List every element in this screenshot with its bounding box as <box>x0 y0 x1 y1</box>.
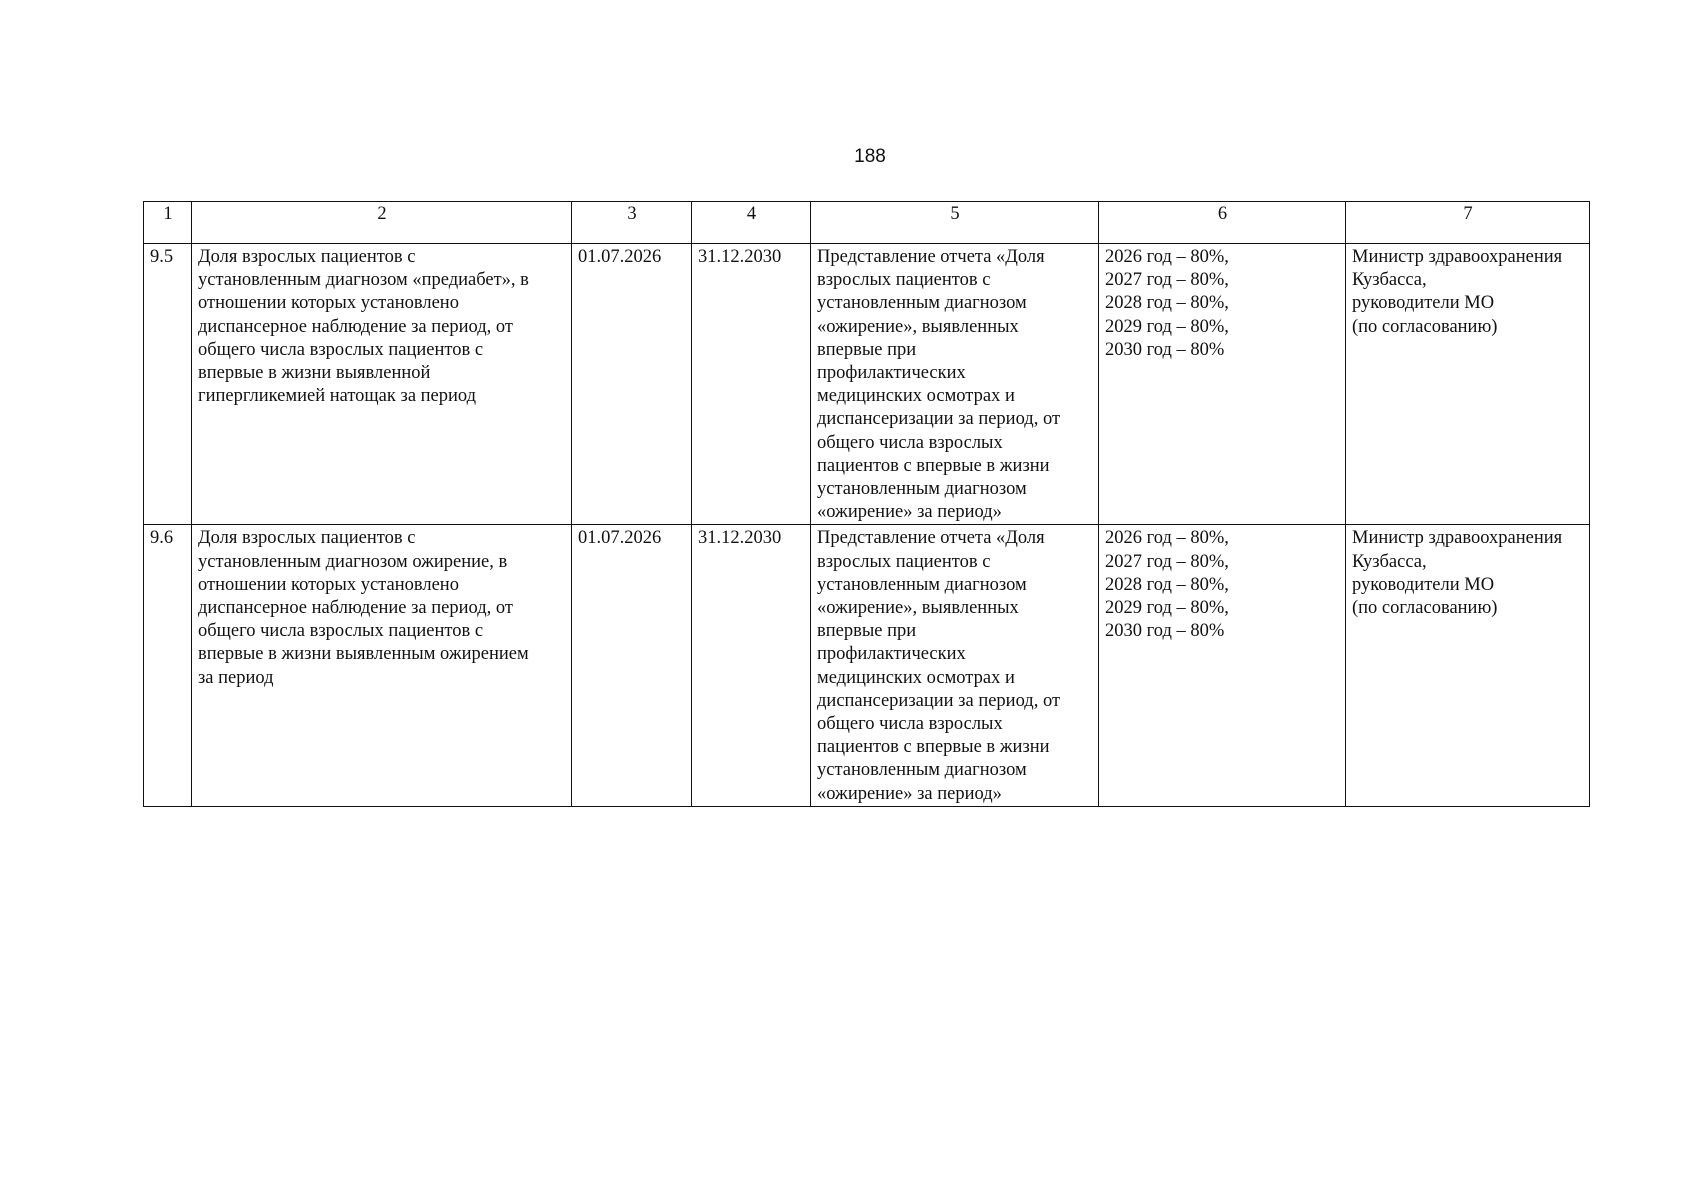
description-line: гипергликемией натощак за период <box>198 386 477 407</box>
table-row <box>144 244 1590 525</box>
result-line: «ожирение», выявленных <box>817 598 1019 619</box>
result-line: установленным диагнозом <box>817 760 1027 781</box>
description-line: впервые в жизни выявленной <box>198 363 431 384</box>
responsible-line: руководители МО <box>1352 293 1495 314</box>
description-line: за период <box>198 667 274 688</box>
result-line: «ожирение», выявленных <box>817 316 1019 337</box>
responsible-line: руководители МО <box>1352 574 1495 595</box>
responsible-line: Кузбасса, <box>1352 270 1427 291</box>
description-line: впервые в жизни выявленным ожирением <box>198 644 529 665</box>
result-line: установленным диагнозом <box>817 293 1027 314</box>
responsible-cell <box>1346 525 1590 806</box>
description-cell <box>192 244 572 525</box>
result-line: профилактических <box>817 363 966 384</box>
target-line: 2028 год – 80%, <box>1105 574 1229 595</box>
start-date-cell: 01.07.2026 <box>572 244 692 525</box>
description-line: Доля взрослых пациентов с <box>198 247 416 267</box>
responsible-line: Министр здравоохранения <box>1352 247 1563 267</box>
result-line: установленным диагнозом <box>817 574 1027 595</box>
target-line: 2027 год – 80%, <box>1105 270 1229 291</box>
column-number-cell: 2 <box>192 202 572 244</box>
activities-table <box>143 201 1590 807</box>
description-line: диспансерное наблюдение за период, от <box>198 598 513 619</box>
description-line: общего числа взрослых пациентов с <box>198 621 484 642</box>
target-line: 2029 год – 80%, <box>1105 316 1229 337</box>
result-line: медицинских осмотрах и <box>817 386 1015 407</box>
result-line: впервые при <box>817 621 917 642</box>
result-line: диспансеризации за период, от <box>817 409 1061 430</box>
result-line: впервые при <box>817 339 917 360</box>
column-number-cell: 3 <box>572 202 692 244</box>
table-row <box>144 525 1590 806</box>
item-number-cell: 9.6 <box>144 525 192 806</box>
result-line: установленным диагнозом <box>817 479 1027 500</box>
responsible-line: (по согласованию) <box>1352 316 1498 337</box>
result-line: общего числа взрослых <box>817 714 1003 735</box>
target-line: 2030 год – 80% <box>1105 621 1225 642</box>
item-number-cell: 9.5 <box>144 244 192 525</box>
column-number-cell: 1 <box>144 202 192 244</box>
result-line: медицинских осмотрах и <box>817 667 1015 688</box>
responsible-line: (по согласованию) <box>1352 598 1498 619</box>
result-cell <box>811 525 1099 806</box>
target-line: 2028 год – 80%, <box>1105 293 1229 314</box>
page-number: 188 <box>854 146 886 167</box>
result-line: взрослых пациентов с <box>817 270 991 291</box>
end-date-cell: 31.12.2030 <box>692 244 811 525</box>
column-number-cell: 5 <box>811 202 1099 244</box>
end-date-cell: 31.12.2030 <box>692 525 811 806</box>
target-line: 2030 год – 80% <box>1105 339 1225 360</box>
result-line: «ожирение» за период» <box>817 783 1002 804</box>
description-cell <box>192 525 572 806</box>
description-line: отношении которых установлено <box>198 574 459 595</box>
result-line: пациентов с впервые в жизни <box>817 737 1050 758</box>
start-date-cell: 01.07.2026 <box>572 525 692 806</box>
description-line: общего числа взрослых пациентов с <box>198 339 484 360</box>
result-line: Представление отчета «Доля <box>817 247 1045 267</box>
result-line: диспансеризации за период, от <box>817 690 1061 711</box>
column-number-cell: 7 <box>1346 202 1590 244</box>
column-number-cell: 6 <box>1099 202 1346 244</box>
responsible-cell <box>1346 244 1590 525</box>
result-line: взрослых пациентов с <box>817 551 991 572</box>
result-line: профилактических <box>817 644 966 665</box>
responsible-line: Министр здравоохранения <box>1352 528 1563 549</box>
description-line: диспансерное наблюдение за период, от <box>198 316 513 337</box>
result-line: общего числа взрослых <box>817 432 1003 453</box>
column-number-row <box>144 202 1590 244</box>
result-line: пациентов с впервые в жизни <box>817 455 1050 476</box>
column-number-cell: 4 <box>692 202 811 244</box>
targets-cell <box>1099 525 1346 806</box>
result-line: «ожирение» за период» <box>817 502 1002 523</box>
target-line: 2026 год – 80%, <box>1105 528 1229 549</box>
description-line: Доля взрослых пациентов с <box>198 528 416 549</box>
target-line: 2029 год – 80%, <box>1105 598 1229 619</box>
description-line: установленным диагнозом «предиабет», в <box>198 270 529 291</box>
target-line: 2026 год – 80%, <box>1105 247 1229 267</box>
targets-cell <box>1099 244 1346 525</box>
target-line: 2027 год – 80%, <box>1105 551 1229 572</box>
result-line: Представление отчета «Доля <box>817 528 1045 549</box>
description-line: установленным диагнозом ожирение, в <box>198 551 508 572</box>
result-cell <box>811 244 1099 525</box>
description-line: отношении которых установлено <box>198 293 459 314</box>
responsible-line: Кузбасса, <box>1352 551 1427 572</box>
